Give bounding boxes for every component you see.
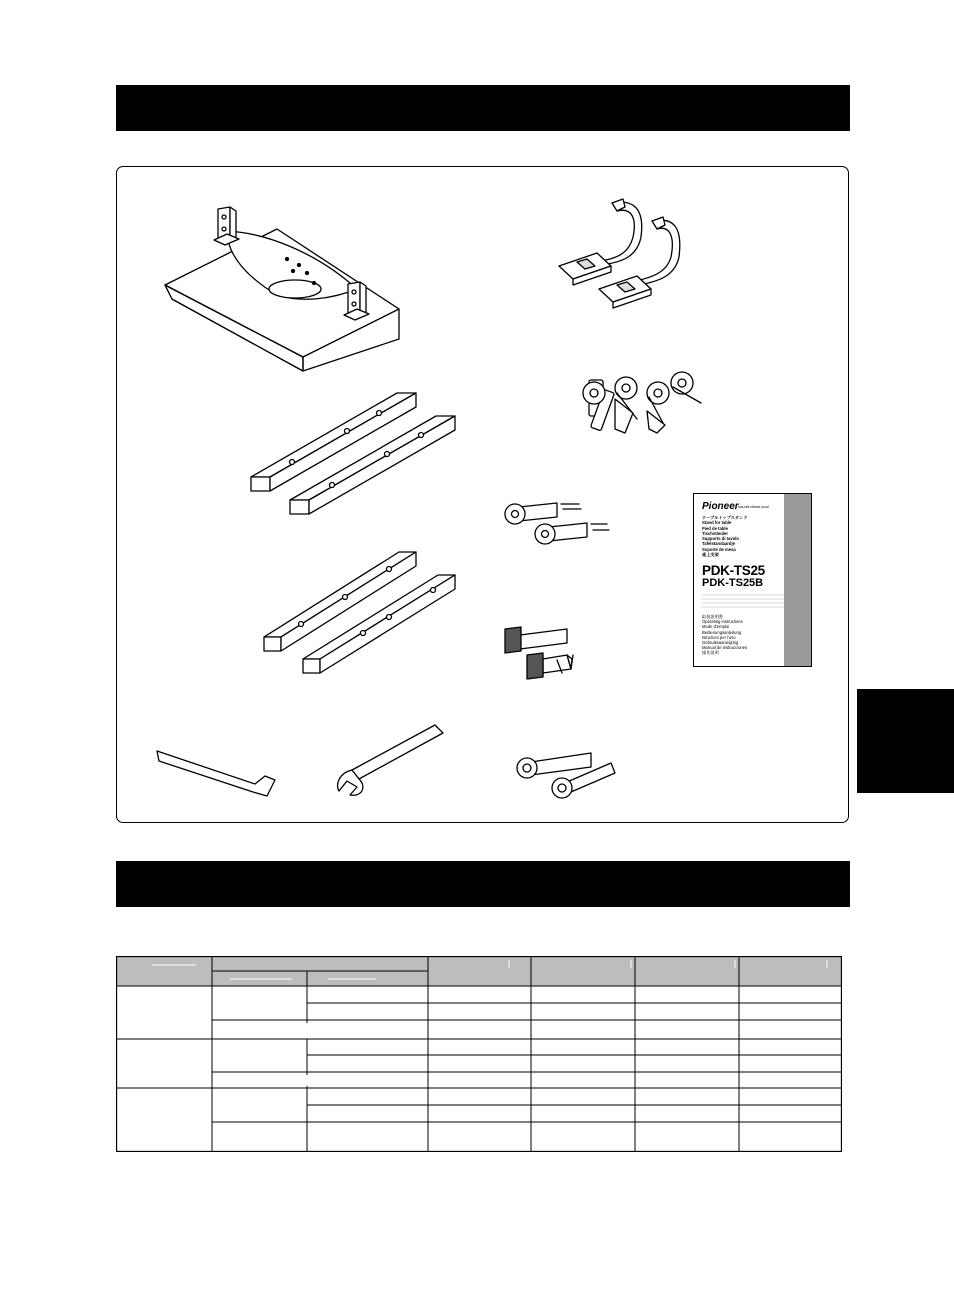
manual-stripe-band bbox=[702, 592, 784, 610]
cap-screw-set-icon bbox=[583, 372, 701, 433]
bracket-pair-lower-icon bbox=[264, 552, 455, 673]
manual-language: Gebruiksaanwijzing bbox=[702, 640, 739, 646]
specifications-table bbox=[116, 956, 842, 1152]
manual-model-secondary: PDK-TS25B bbox=[702, 577, 764, 589]
manual-model-primary: PDK-TS25 bbox=[702, 563, 765, 578]
manual-brand: Pioneer bbox=[702, 501, 739, 512]
bracket-pair-upper-icon bbox=[251, 393, 455, 514]
booklet-spine bbox=[784, 494, 811, 666]
manual-title: Tafelstandaardje bbox=[702, 541, 735, 547]
bolt-pair-a-icon bbox=[505, 503, 609, 544]
flange-bolt-pair-icon bbox=[505, 627, 573, 679]
stand-base-icon bbox=[165, 207, 399, 371]
manual-language: Manual de instrucciones bbox=[702, 645, 748, 651]
manual-title: テーブルトップスタンド bbox=[702, 515, 748, 520]
operating-instructions-booklet-icon bbox=[693, 493, 812, 667]
manual-title: Soporte de mesa bbox=[702, 546, 736, 552]
spanner-wrench-icon bbox=[338, 725, 443, 795]
hex-key-wrench-icon bbox=[157, 751, 275, 796]
manual-language: Mode d'emploi bbox=[702, 624, 730, 630]
language-side-tab bbox=[857, 689, 954, 793]
hex-bolt-pair-icon bbox=[517, 753, 615, 798]
manual-language: Istruzioni per l'uso bbox=[702, 634, 736, 640]
section-header-bar-accessories bbox=[116, 85, 850, 131]
manual-title: Pied de table bbox=[702, 525, 728, 531]
table-horizontal-rules bbox=[116, 971, 842, 1122]
manual-title: 桌上支架 bbox=[702, 552, 719, 558]
manual-title: Stand for table bbox=[702, 520, 732, 526]
manual-brand-tagline: sound.vision.soul bbox=[738, 504, 769, 509]
manual-title-list bbox=[702, 515, 747, 557]
cable-clamp-icon bbox=[559, 199, 680, 308]
manual-language: Operating instructions bbox=[702, 619, 743, 625]
section-header-bar-specifications bbox=[116, 861, 850, 907]
supplied-parts-panel bbox=[116, 166, 849, 823]
manual-language-list bbox=[702, 614, 747, 656]
manual-title: Tischständer bbox=[702, 530, 728, 536]
manual-language: Bedienungsanleitung bbox=[702, 629, 742, 635]
manual-title: Supporto di tavolo bbox=[702, 536, 739, 542]
manual-language: 取扱説明書 bbox=[702, 614, 723, 619]
manual-language: 操作説明 bbox=[702, 650, 719, 656]
